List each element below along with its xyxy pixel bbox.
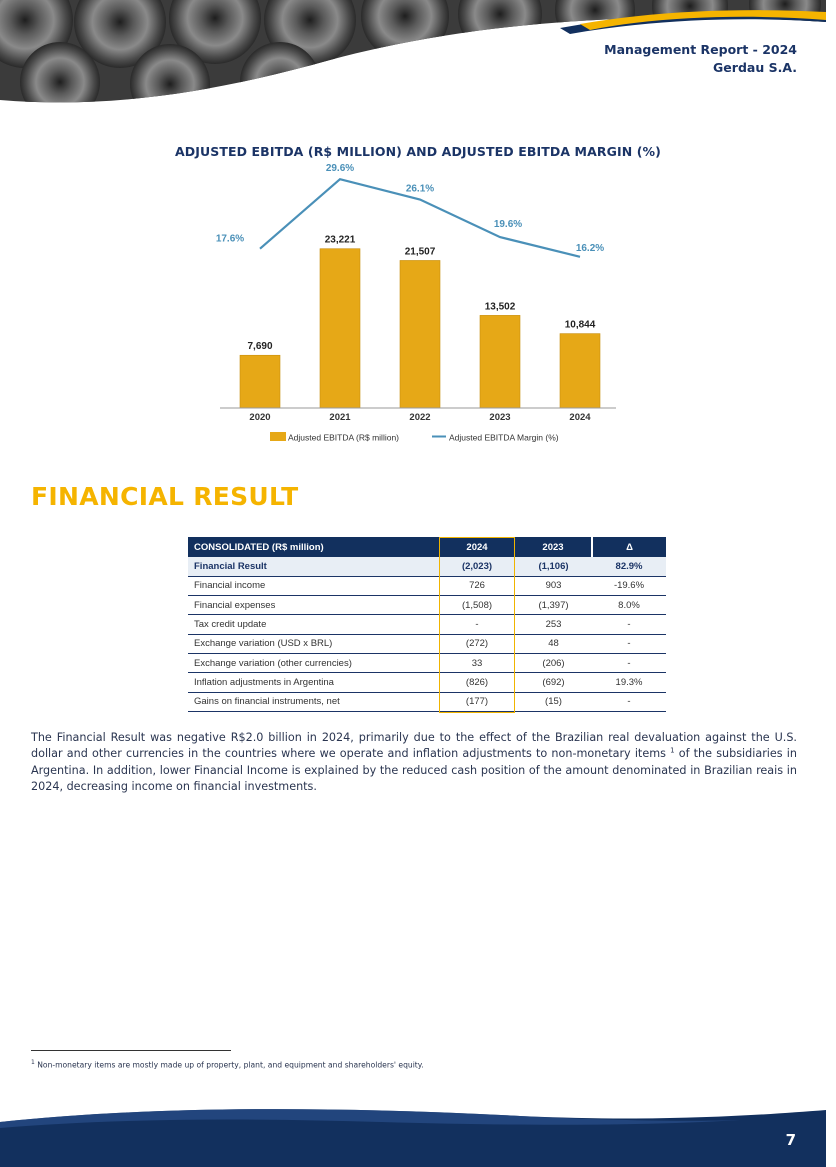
row-label: Financial Result [188, 557, 439, 576]
row-label: Financial income [188, 576, 439, 595]
bar-label-2020: 7,690 [247, 341, 273, 353]
bar-label-2021: 23,221 [324, 234, 356, 246]
row-value-2024: (272) [439, 634, 515, 653]
footnote-divider [31, 1050, 231, 1051]
table-row [188, 692, 666, 711]
row-value-2023: (15) [515, 692, 592, 711]
row-value-2023: (1,397) [515, 596, 592, 615]
table-row [188, 557, 666, 576]
margin-label-2021: 29.6% [325, 163, 355, 175]
row-value-2024: (177) [439, 692, 515, 711]
row-value-2024: 726 [439, 576, 515, 595]
row-delta: -19.6% [592, 576, 666, 595]
row-label: Inflation adjustments in Argentina [188, 673, 439, 692]
table-header-delta: Δ [592, 537, 666, 557]
row-delta: - [592, 615, 666, 634]
footnote-reference[interactable]: 1 [670, 746, 675, 755]
x-tick-label-2022: 2022 [409, 412, 431, 423]
footnote-text: Non-monetary items are mostly made up of property, plant, and equipment and shareholders' equity. [34, 1060, 424, 1070]
row-value-2023: (1,106) [515, 557, 592, 576]
row-value-2024: 33 [439, 653, 515, 672]
table-row [188, 673, 666, 692]
body-text-part2: of the subsidiaries in Argentina. In addition, lower Financial Income is explained by the reduced cash position of the amount denominated in Brazilian reais in 2024, decreasing income on financial investments. [31, 747, 797, 793]
legend-label-margin: Adjusted EBITDA Margin (%) [449, 432, 559, 443]
footnote-mark: 1 [31, 1059, 35, 1066]
table-header-label: CONSOLIDATED (R$ million) [188, 537, 439, 557]
legend-swatch-ebitda [270, 432, 286, 441]
ebitda-chart [0, 163, 826, 460]
row-label: Gains on financial instruments, net [188, 692, 439, 711]
footnote [31, 1059, 424, 1070]
x-tick-label-2023: 2023 [489, 412, 511, 423]
row-delta: 19.3% [592, 673, 666, 692]
company-name: Gerdau S.A. [713, 60, 797, 75]
table-row [188, 576, 666, 595]
bar-2024 [560, 334, 600, 408]
bar-2021 [320, 249, 360, 408]
row-delta: - [592, 692, 666, 711]
x-tick-label-2021: 2021 [329, 412, 351, 423]
row-value-2023: 253 [515, 615, 592, 634]
row-label: Financial expenses [188, 596, 439, 615]
row-label: Tax credit update [188, 615, 439, 634]
row-value-2024: (2,023) [439, 557, 515, 576]
table-header-2023: 2023 [515, 537, 592, 557]
row-value-2023: (692) [515, 673, 592, 692]
row-delta: - [592, 634, 666, 653]
row-delta: 8.0% [592, 596, 666, 615]
table-row [188, 634, 666, 653]
bar-2023 [480, 315, 520, 408]
footer-wave [0, 1100, 826, 1167]
x-tick-label-2024: 2024 [569, 412, 591, 423]
row-value-2024: (1,508) [439, 596, 515, 615]
bar-2020 [240, 355, 280, 408]
legend-label-ebitda: Adjusted EBITDA (R$ million) [288, 432, 400, 443]
table-header-row [188, 537, 666, 557]
bar-2022 [400, 260, 440, 408]
table-header-2024: 2024 [439, 537, 515, 557]
body-paragraph [31, 730, 797, 795]
row-delta: 82.9% [592, 557, 666, 576]
table-row [188, 596, 666, 615]
page-number: 7 [785, 1131, 796, 1149]
row-delta: - [592, 653, 666, 672]
margin-label-2022: 26.1% [405, 183, 435, 195]
bar-label-2024: 10,844 [564, 319, 596, 331]
row-value-2024: - [439, 615, 515, 634]
x-tick-label-2020: 2020 [249, 412, 271, 423]
margin-label-2023: 19.6% [493, 219, 523, 231]
row-label: Exchange variation (other currencies) [188, 653, 439, 672]
table-row [188, 653, 666, 672]
row-value-2023: 903 [515, 576, 592, 595]
row-value-2023: 48 [515, 634, 592, 653]
bar-label-2022: 21,507 [404, 246, 436, 258]
body-text-part1: The Financial Result was negative R$2.0 billion in 2024, primarily due to the effect of the Brazilian real devaluation against the U.S. dollar and other currencies in the countries where we operate and inflation adjustments to non-monetary items [31, 731, 797, 761]
chart-title: ADJUSTED EBITDA (R$ MILLION) AND ADJUSTED EBITDA MARGIN (%) [175, 144, 661, 159]
bar-label-2023: 13,502 [484, 301, 516, 313]
report-title: Management Report - 2024 [604, 42, 797, 57]
table-row [188, 615, 666, 634]
row-label: Exchange variation (USD x BRL) [188, 634, 439, 653]
margin-label-2020: 17.6% [215, 233, 245, 245]
financial-result-table [188, 537, 666, 712]
row-value-2023: (206) [515, 653, 592, 672]
section-heading: FINANCIAL RESULT [31, 482, 299, 511]
row-value-2024: (826) [439, 673, 515, 692]
margin-label-2024: 16.2% [575, 242, 605, 254]
